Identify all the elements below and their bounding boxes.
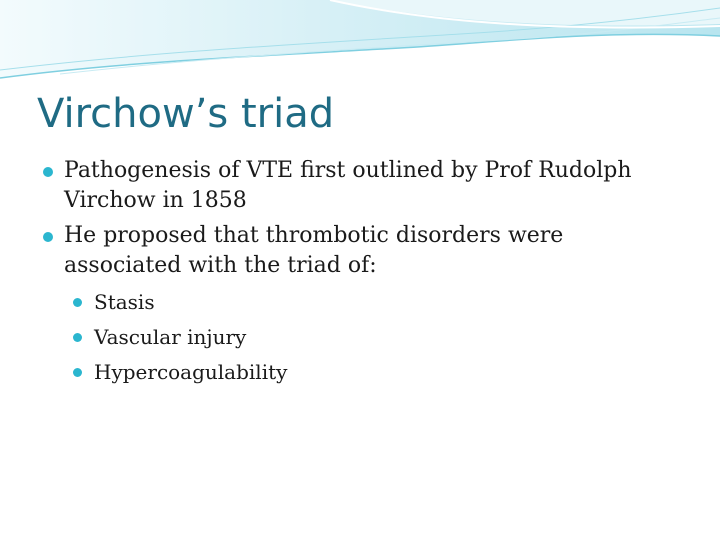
bullet-item <box>40 156 680 216</box>
slide-title: Virchow’s triad <box>37 91 335 137</box>
bullet-dot-icon <box>73 298 82 307</box>
bullet-dot-icon <box>43 167 53 177</box>
bullet-dot-icon <box>73 368 82 377</box>
bullet-list <box>40 156 680 394</box>
sub-bullet-text: Hypercoagulability <box>94 360 288 384</box>
bullet-text: He proposed that thrombotic disorders were associated with the triad of: <box>64 223 564 278</box>
sub-bullet-item <box>70 324 680 350</box>
bullet-item <box>40 221 680 385</box>
bullet-dot-icon <box>43 232 53 242</box>
header-wave-decoration <box>0 0 720 90</box>
sub-bullet-text: Stasis <box>94 290 155 314</box>
sub-bullet-item <box>70 289 680 315</box>
sub-bullet-list <box>70 289 680 385</box>
bullet-text: Pathogenesis of VTE first outlined by Prof Rudolph Virchow in 1858 <box>64 158 632 213</box>
sub-bullet-item <box>70 359 680 385</box>
bullet-dot-icon <box>73 333 82 342</box>
sub-bullet-text: Vascular injury <box>94 325 247 349</box>
